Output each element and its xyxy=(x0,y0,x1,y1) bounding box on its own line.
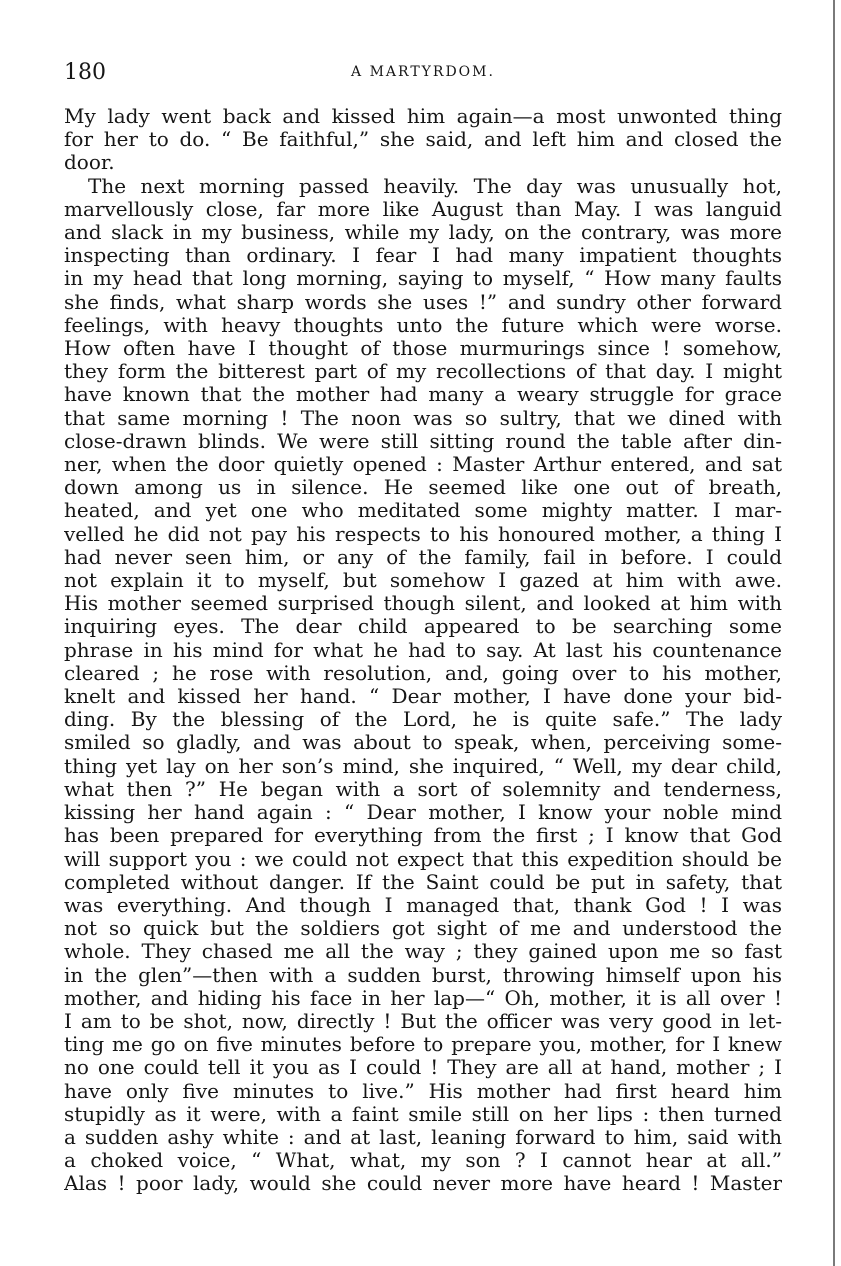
page-header xyxy=(64,60,782,90)
text-line: in my head that long morning, saying to myself, “ How many faults xyxy=(64,267,782,291)
page-number: 180 xyxy=(64,60,106,85)
text-line: have known that the mother had many a weary struggle for grace xyxy=(64,383,782,407)
text-line: stupidly as it were, with a faint smile still on her lips : then turned xyxy=(64,1102,782,1126)
text-line: phrase in his mind for what he had to say. At last his countenance xyxy=(64,638,782,662)
text-line: His mother seemed surprised though silent, and looked at him with xyxy=(64,592,782,616)
text-line: knelt and kissed her hand. “ Dear mother, I have done your bid- xyxy=(64,685,782,709)
text-line: I am to be shot, now, directly ! But the officer was very good in let- xyxy=(64,1009,782,1033)
text-line: ding. By the blessing of the Lord, he is quite safe.” The lady xyxy=(64,708,782,732)
text-line: heated, and yet one who meditated some mighty matter. I mar- xyxy=(64,499,782,523)
text-line: what then ?” He began with a sort of solemnity and tenderness, xyxy=(64,777,782,801)
text-line: for her to do. “ Be faithful,” she said, and left him and closed the xyxy=(64,128,782,152)
text-line: that same morning ! The noon was so sultry, that we dined with xyxy=(64,406,782,430)
page-edge-line xyxy=(833,0,835,1266)
text-line: and slack in my business, while my lady, on the contrary, was more xyxy=(64,221,782,245)
text-line: cleared ; he rose with resolution, and, going over to his mother, xyxy=(64,661,782,685)
running-head: A MARTYRDOM. xyxy=(351,64,495,80)
text-line: The next morning passed heavily. The day was unusually hot, xyxy=(88,174,782,198)
text-line: they form the bitterest part of my recollections of that day. I might xyxy=(64,360,782,384)
text-line: not explain it to myself, but somehow I gazed at him with awe. xyxy=(64,569,782,593)
text-line: whole. They chased me all the way ; they gained upon me so fast xyxy=(64,940,782,964)
text-line: close-drawn blinds. We were still sitting round the table after din- xyxy=(64,429,782,453)
text-line: she finds, what sharp words she uses !” and sundry other forward xyxy=(64,290,782,314)
text-line: had never seen him, or any of the family, fail in before. I could xyxy=(64,545,782,569)
text-line: no one could tell it you as I could ! They are all at hand, mother ; I xyxy=(64,1056,782,1080)
text-line: inquiring eyes. The dear child appeared to be searching some xyxy=(64,615,782,639)
text-line: not so quick but the soldiers got sight of me and understood the xyxy=(64,917,782,941)
text-line: a sudden ashy white : and at last, leaning forward to him, said with xyxy=(64,1125,782,1149)
text-line: a choked voice, “ What, what, my son ? I cannot hear at all.” xyxy=(64,1149,782,1173)
text-line: has been prepared for everything from the first ; I know that God xyxy=(64,824,782,848)
text-line: smiled so gladly, and was about to speak, when, perceiving some- xyxy=(64,731,782,755)
text-line: thing yet lay on her son’s mind, she inquired, “ Well, my dear child, xyxy=(64,754,782,778)
text-line: My lady went back and kissed him again—a most unwonted thing xyxy=(64,105,782,128)
text-line: ner, when the door quietly opened : Master Arthur entered, and sat xyxy=(64,453,782,477)
text-line: in the glen”—then with a sudden burst, throwing himself upon his xyxy=(64,963,782,987)
text-line: kissing her hand again : “ Dear mother, I know your noble mind xyxy=(64,801,782,825)
text-line: Alas ! poor lady, would she could never more have heard ! Master xyxy=(64,1172,782,1196)
text-line: velled he did not pay his respects to his honoured mother, a thing I xyxy=(64,522,782,546)
text-line: marvellously close, far more like August than May. I was languid xyxy=(64,197,782,221)
text-line: feelings, with heavy thoughts unto the future which were worse. xyxy=(64,313,782,337)
text-line: mother, and hiding his face in her lap—“ Oh, mother, it is all over ! xyxy=(64,986,782,1010)
text-line: How often have I thought of those murmurings since ! somehow, xyxy=(64,337,782,361)
text-line: will support you : we could not expect that this expedition should be xyxy=(64,847,782,871)
body-text xyxy=(64,105,782,1196)
text-line: ting me go on five minutes before to prepare you, mother, for I knew xyxy=(64,1033,782,1057)
text-line: have only five minutes to live.” His mother had first heard him xyxy=(64,1079,782,1103)
text-line: was everything. And though I managed that, thank God ! I was xyxy=(64,893,782,917)
text-line: door. xyxy=(64,151,115,175)
text-line: inspecting than ordinary. I fear I had many impatient thoughts xyxy=(64,244,782,268)
text-line: down among us in silence. He seemed like one out of breath, xyxy=(64,476,782,500)
text-line: completed without danger. If the Saint could be put in safety, that xyxy=(64,870,782,894)
